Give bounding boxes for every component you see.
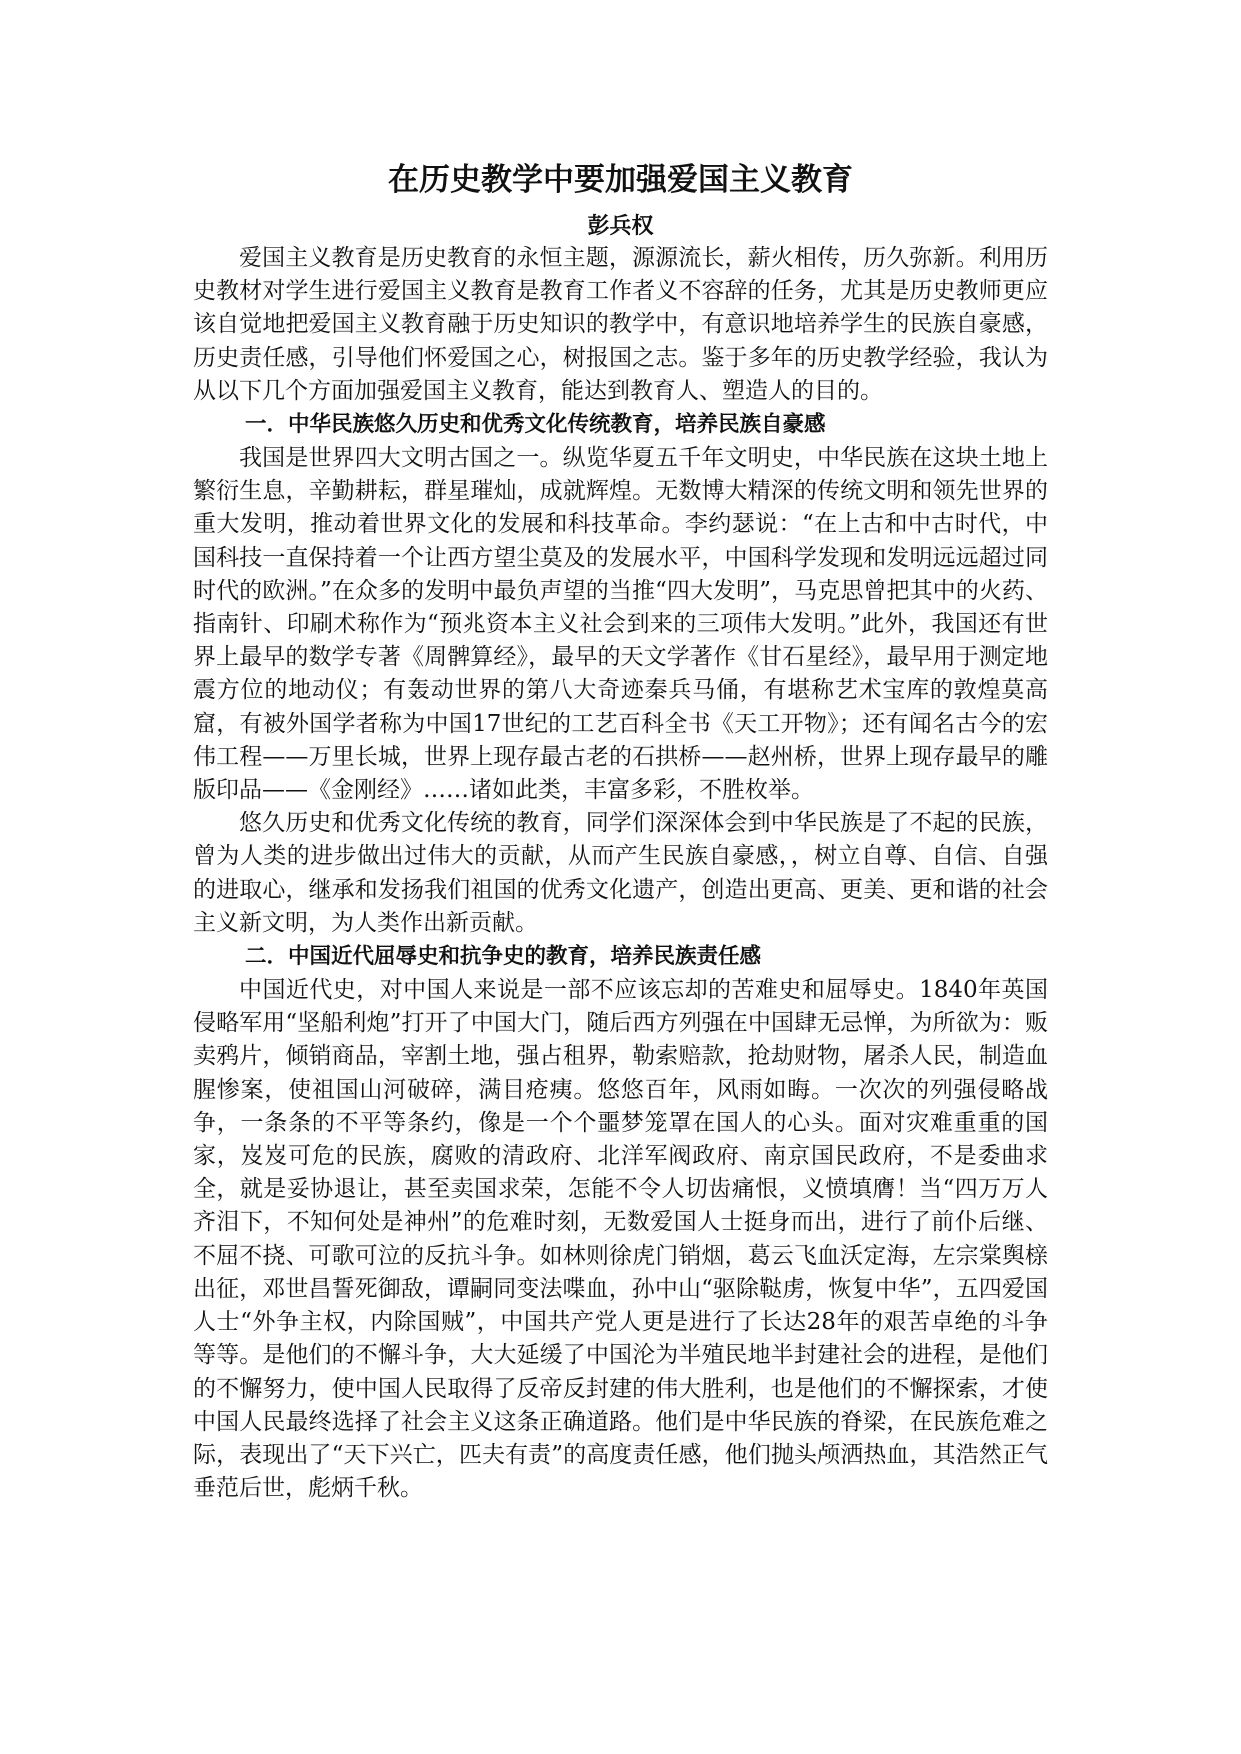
section-2-paragraph-1: 中国近代史，对中国人来说是一部不应该忘却的苦难史和屈辱史。1840年英国侵略军用“坚船利炮”打开了中国大门，随后西方列强在中国肆无忌惮，为所欲为：贩卖鸦片，倾销商品，宰割土地，强占租界，勒索赔款，抢劫财物，屠杀人民，制造血腥惨案，使祖国山河破碎，满目疮痍。悠悠百年，风雨如晦。一次次的列强侵略战争，一条条的不平等条约，像是一个个噩梦笼罩在国人的心头。面对灾难重重的国家，岌岌可危的民族，腐败的清政府、北洋军阀政府、南京国民政府，不是委曲求全，就是妥协退让，甚至卖国求荣，怎能不令人切齿痛恨，义愤填膺！当“四万万人齐泪下，不知何处是神州”的危难时刻，无数爱国人士挺身而出，进行了前仆后继、不屈不挠、可歌可泣的反抗斗争。如林则徐虎门销烟，葛云飞血沃定海，左宗棠舆榇出征，邓世昌誓死御敌，谭嗣同变法喋血，孙中山“驱除鞑虏，恢复中华”，五四爱国人士“外争主权，内除国贼”，中国共产党人更是进行了长达28年的艰苦卓绝的斗争等等。是他们的不懈斗争，大大延缓了中国沦为半殖民地半封建社会的进程，是他们的不懈努力，使中国人民取得了反帝反封建的伟大胜利，也是他们的不懈探索，才使中国人民最终选择了社会主义这条正确道路。他们是中华民族的脊梁，在民族危难之际，表现出了“天下兴亡，匹夫有责”的高度责任感，他们抛头颅洒热血，其浩然正气垂范后世，彪炳千秋。 xyxy=(193,977,1048,1502)
section-1-paragraph-2: 悠久历史和优秀文化传统的教育，同学们深深体会到中华民族是了不起的民族，曾为人类的进步做出过伟大的贡献，从而产生民族自豪感，，树立自尊、自信、自强的进取心，继承和发扬我们祖国的优秀文化遗产，创造出更高、更美、更和谐的社会主义新文明，为人类作出新贡献。 xyxy=(193,810,1048,936)
section-1-heading: 一．中华民族悠久历史和优秀文化传统教育，培养民族自豪感 xyxy=(245,412,826,438)
intro-paragraph: 爱国主义教育是历史教育的永恒主题，源源流长，薪火相传，历久弥新。利用历史教材对学生进行爱国主义教育是教育工作者义不容辞的任务，尤其是历史教师更应该自觉地把爱国主义教育融于历史知识的教学中，有意识地培养学生的民族自豪感，历史责任感，引导他们怀爱国之心，树报国之志。鉴于多年的历史教学经验，我认为从以下几个方面加强爱国主义教育，能达到教育人、塑造人的目的。 xyxy=(193,245,1048,404)
document-page xyxy=(193,160,1048,1505)
section-2-heading: 二．中国近代屈辱史和抗争史的教育，培养民族责任感 xyxy=(245,944,762,970)
section-1-paragraph-1: 我国是世界四大文明古国之一。纵览华夏五千年文明史，中华民族在这块土地上繁衍生息，辛勤耕耘，群星璀灿，成就辉煌。无数博大精深的传统文明和领先世界的重大发明，推动着世界文化的发展和科技革命。李约瑟说：“在上古和中古时代，中国科技一直保持着一个让西方望尘莫及的发展水平，中国科学发现和发明远远超过同时代的欧洲。”在众多的发明中最负声望的当推“四大发明”，马克思曾把其中的火药、指南针、印刷术称作为“预兆资本主义社会到来的三项伟大发明。”此外，我国还有世界上最早的数学专著《周髀算经》，最早的天文学著作《甘石星经》，最早用于测定地震方位的地动仪；有轰动世界的第八大奇迹秦兵马俑，有堪称艺术宝库的敦煌莫高窟，有被外国学者称为中国17世纪的工艺百科全书《天工开物》；还有闻名古今的宏伟工程——万里长城，世界上现存最古老的石拱桥——赵州桥，世界上现存最早的雕版印品——《金刚经》……诸如此类，丰富多彩，不胜枚举。 xyxy=(193,445,1048,804)
author-name: 彭兵权 xyxy=(587,214,654,239)
document-title: 在历史教学中要加强爱国主义教育 xyxy=(388,162,853,198)
